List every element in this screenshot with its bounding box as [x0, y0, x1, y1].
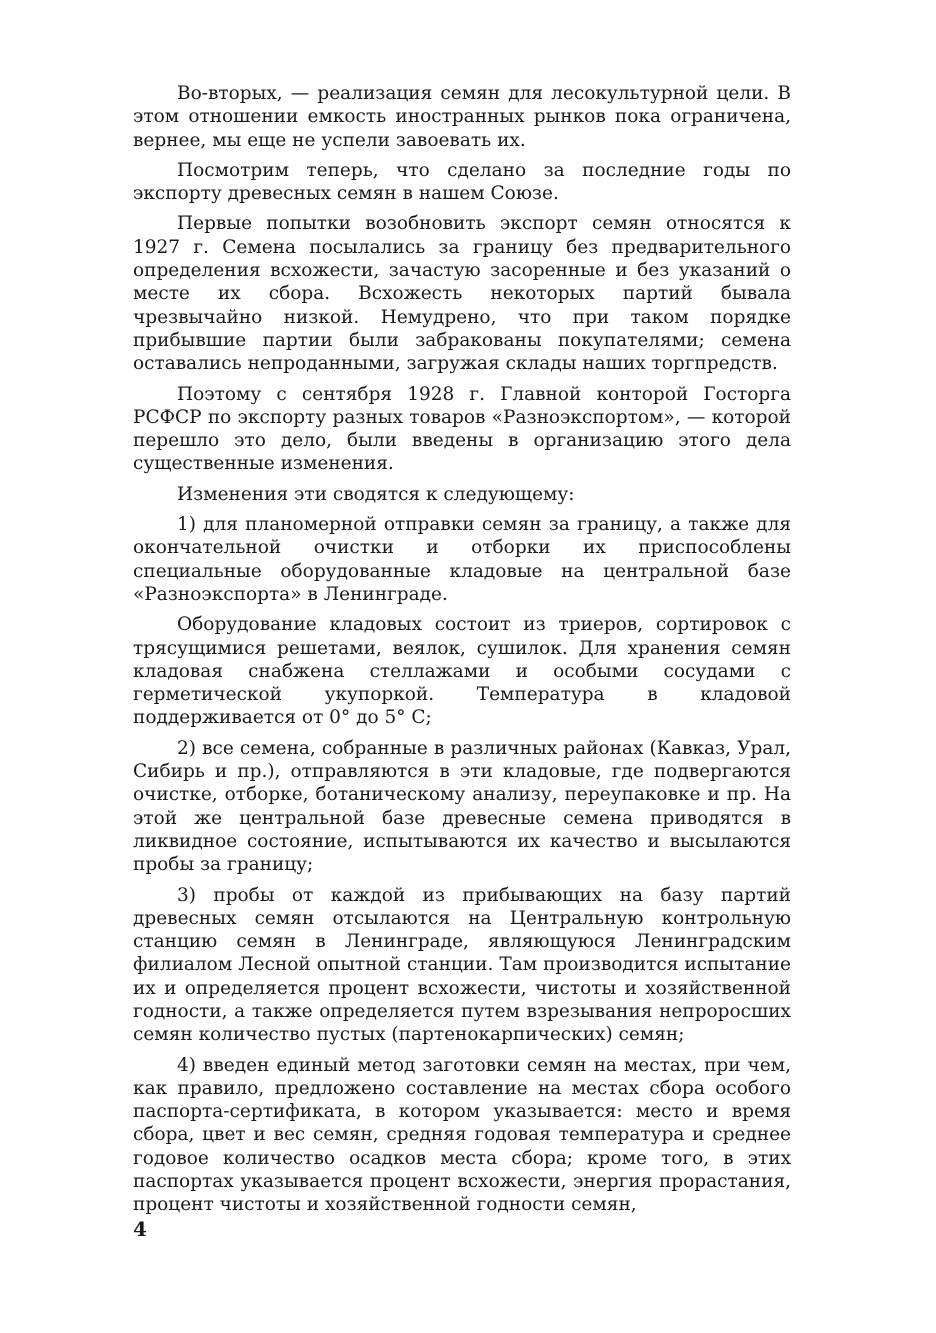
- page-number: 4: [133, 1217, 147, 1241]
- paragraph: Поэтому с сентября 1928 г. Главной конторой Госторга РСФСР по экспорту разных товаров «Разноэкспортом», — которой перешло это дело, были введены в организацию этого дела существенные изменения.: [133, 383, 791, 475]
- document-page: [133, 82, 791, 1224]
- paragraph: Первые попытки возобновить экспорт семян относятся к 1927 г. Семена посылались за границу без предварительного определения всхожести, зачастую засоренные и без указаний о месте их сбора. Всхожесть некоторых партий бывала чрезвычайно низкой. Немудрено, что при таком порядке прибывшие партии были забракованы покупателями; семена оставались непроданными, загружая склады наших торгпредств.: [133, 213, 791, 375]
- list-item-paragraph: 2) все семена, собранные в различных районах (Кавказ, Урал, Сибирь и пр.), отправляются в эти кладовые, где подвергаются очистке, отборке, ботаническому анализу, переупаковке и пр. На этой же центральной базе древесные семена приводятся в ликвидное состояние, испытываются их качество и высылаются пробы за границу;: [133, 737, 791, 876]
- list-item-paragraph: 3) пробы от каждой из прибывающих на базу партий древесных семян отсылаются на Центральную контрольную станцию семян в Ленинграде, являющуюся Ленинградским филиалом Лесной опытной станции. Там производится испытание их и определяется процент всхожести, чистоты и хозяйственной годности, а также определяется путем взрезывания непроросших семян количество пустых (партенокарпических) семян;: [133, 884, 791, 1046]
- paragraph: Во-вторых, — реализация семян для лесокультурной цели. В этом отношении емкость иностранных рынков пока ограничена, вернее, мы еще не успели завоевать их.: [133, 83, 791, 151]
- list-item-paragraph: 1) для планомерной отправки семян за границу, а также для окончательной очистки и отборки их приспособлены специальные оборудованные кладовые на центральной базе «Разноэкспорта» в Ленинграде.: [133, 514, 791, 605]
- paragraph: Оборудование кладовых состоит из триеров, сортировок с трясущимися решетами, веялок, сушилок. Для хранения семян кладовая снабжена стеллажами и особыми сосудами с герметической укупоркой. Температура в кладовой поддерживается от 0° до 5° С;: [133, 614, 791, 729]
- paragraph: Изменения эти сводятся к следующему:: [177, 483, 575, 505]
- paragraph: Посмотрим теперь, что сделано за последние годы по экспорту древесных семян в нашем Союзе.: [133, 159, 791, 205]
- list-item-paragraph: 4) введен единый метод заготовки семян на местах, при чем, как правило, предложено составление на местах сбора особого паспорта-сертификата, в котором указывается: место и время сбора, цвет и вес семян, средняя годовая температура и среднее годовое количество осадков места сбора; кроме того, в этих паспортах указывается процент всхожести, энергия прорастания, процент чистоты и хозяйственной годности семян,: [133, 1054, 791, 1216]
